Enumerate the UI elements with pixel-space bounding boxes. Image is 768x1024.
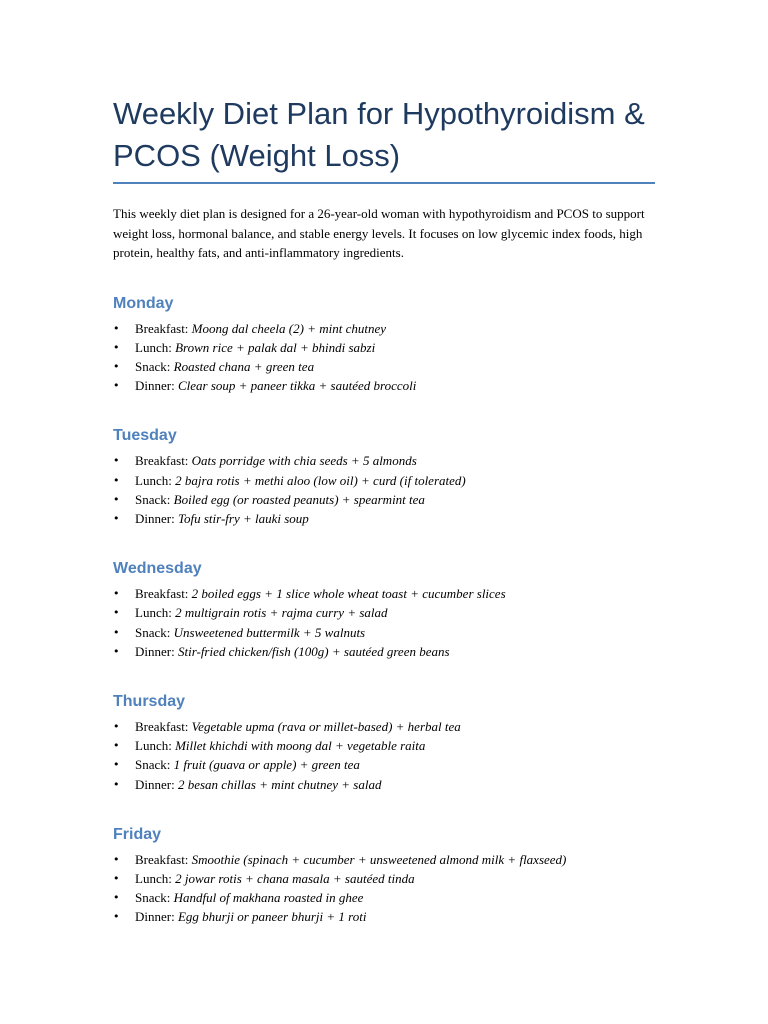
- meal-list: [113, 584, 658, 661]
- list-item: [113, 319, 658, 338]
- bullet-icon: •: [113, 473, 120, 487]
- list-item: [113, 869, 658, 888]
- meal-label: Snack:: [135, 491, 171, 507]
- meal-description: Stir-fried chicken/fish (100g) + sautéed green beans: [177, 643, 450, 659]
- bullet-icon: •: [113, 891, 120, 905]
- meal-description: Brown rice + palak dal + bhindi sabzi: [175, 339, 376, 355]
- meal-label: Snack:: [135, 757, 171, 773]
- day-heading: Monday: [113, 294, 174, 312]
- meal-label: Dinner:: [135, 776, 175, 792]
- list-item: [113, 451, 658, 470]
- list-item: [113, 850, 658, 869]
- meal-list: [113, 451, 658, 528]
- list-item: [113, 717, 658, 736]
- list-item: [113, 888, 658, 907]
- day-section-wednesday: [113, 558, 658, 661]
- meal-description: Vegetable upma (rava or millet-based) + herbal tea: [191, 718, 461, 734]
- meal-label: Lunch:: [135, 339, 172, 355]
- day-section-monday: [113, 293, 658, 396]
- meal-description: Smoothie (spinach + cucumber + unsweetened almond milk + flaxseed): [191, 851, 567, 867]
- meal-label: Lunch:: [135, 472, 172, 488]
- meal-label: Lunch:: [135, 870, 172, 886]
- day-section-thursday: [113, 691, 658, 794]
- bullet-icon: •: [113, 910, 120, 924]
- bullet-icon: •: [113, 379, 120, 393]
- meal-label: Lunch:: [135, 738, 172, 754]
- bullet-icon: •: [113, 321, 120, 335]
- days-container: [113, 293, 658, 927]
- day-section-tuesday: [113, 425, 658, 528]
- bullet-icon: •: [113, 852, 120, 866]
- meal-description: 2 multigrain rotis + rajma curry + salad: [175, 605, 388, 621]
- meal-description: 1 fruit (guava or apple) + green tea: [173, 757, 360, 773]
- meal-label: Dinner:: [135, 510, 175, 526]
- meal-label: Snack:: [135, 358, 171, 374]
- meal-description: Egg bhurji or paneer bhurji + 1 roti: [177, 909, 367, 925]
- list-item: [113, 357, 658, 376]
- bullet-icon: •: [113, 644, 120, 658]
- list-item: [113, 907, 658, 926]
- list-item: [113, 775, 658, 794]
- meal-label: Breakfast:: [135, 586, 189, 602]
- list-item: [113, 755, 658, 774]
- bullet-icon: •: [113, 340, 120, 354]
- meal-description: Boiled egg (or roasted peanuts) + spearmint tea: [173, 491, 425, 507]
- meal-label: Breakfast:: [135, 453, 189, 469]
- day-section-friday: [113, 824, 658, 927]
- meal-list: [113, 319, 658, 396]
- meal-label: Snack:: [135, 624, 171, 640]
- list-item: [113, 490, 658, 509]
- title-divider: [113, 182, 655, 184]
- meal-description: 2 boiled eggs + 1 slice whole wheat toast + cucumber slices: [191, 586, 506, 602]
- bullet-icon: •: [113, 758, 120, 772]
- meal-label: Dinner:: [135, 909, 175, 925]
- day-heading: Tuesday: [113, 427, 177, 445]
- intro-paragraph: This weekly diet plan is designed for a 26-year-old woman with hypothyroidism and PCOS to support weight loss, hormonal balance, and stable energy levels. It focuses on low glycemic index foods, high protein, healthy fats, and anti-inflammatory ingredients.: [113, 206, 645, 260]
- bullet-icon: •: [113, 777, 120, 791]
- meal-label: Lunch:: [135, 605, 172, 621]
- meal-description: Clear soup + paneer tikka + sautéed broccoli: [177, 378, 417, 394]
- meal-description: Tofu stir-fry + lauki soup: [177, 510, 309, 526]
- bullet-icon: •: [113, 492, 120, 506]
- meal-description: Oats porridge with chia seeds + 5 almonds: [191, 453, 417, 469]
- bullet-icon: •: [113, 739, 120, 753]
- list-item: [113, 584, 658, 603]
- meal-label: Breakfast:: [135, 851, 189, 867]
- document-page: [113, 93, 658, 927]
- meal-list: [113, 850, 658, 927]
- list-item: [113, 338, 658, 357]
- list-item: [113, 509, 658, 528]
- meal-description: 2 jowar rotis + chana masala + sautéed tinda: [175, 870, 415, 886]
- meal-label: Dinner:: [135, 378, 175, 394]
- bullet-icon: •: [113, 719, 120, 733]
- meal-description: Moong dal cheela (2) + mint chutney: [191, 320, 386, 336]
- bullet-icon: •: [113, 606, 120, 620]
- meal-label: Breakfast:: [135, 718, 189, 734]
- bullet-icon: •: [113, 587, 120, 601]
- list-item: [113, 623, 658, 642]
- list-item: [113, 642, 658, 661]
- day-heading: Thursday: [113, 692, 186, 710]
- meal-description: Millet khichdi with moong dal + vegetable raita: [175, 738, 426, 754]
- list-item: [113, 603, 658, 622]
- list-item: [113, 376, 658, 395]
- meal-label: Breakfast:: [135, 320, 189, 336]
- document-title: Weekly Diet Plan for Hypothyroidism & PCOS (Weight Loss): [113, 96, 645, 173]
- meal-label: Dinner:: [135, 643, 175, 659]
- meal-description: 2 bajra rotis + methi aloo (low oil) + curd (if tolerated): [175, 472, 466, 488]
- bullet-icon: •: [113, 359, 120, 373]
- bullet-icon: •: [113, 511, 120, 525]
- meal-description: Roasted chana + green tea: [173, 358, 315, 374]
- bullet-icon: •: [113, 625, 120, 639]
- meal-description: 2 besan chillas + mint chutney + salad: [177, 776, 382, 792]
- meal-label: Snack:: [135, 890, 171, 906]
- day-heading: Friday: [113, 825, 162, 843]
- meal-list: [113, 717, 658, 794]
- meal-description: Unsweetened buttermilk + 5 walnuts: [173, 624, 366, 640]
- list-item: [113, 471, 658, 490]
- list-item: [113, 736, 658, 755]
- bullet-icon: •: [113, 454, 120, 468]
- bullet-icon: •: [113, 871, 120, 885]
- meal-description: Handful of makhana roasted in ghee: [173, 890, 364, 906]
- day-heading: Wednesday: [113, 560, 202, 578]
